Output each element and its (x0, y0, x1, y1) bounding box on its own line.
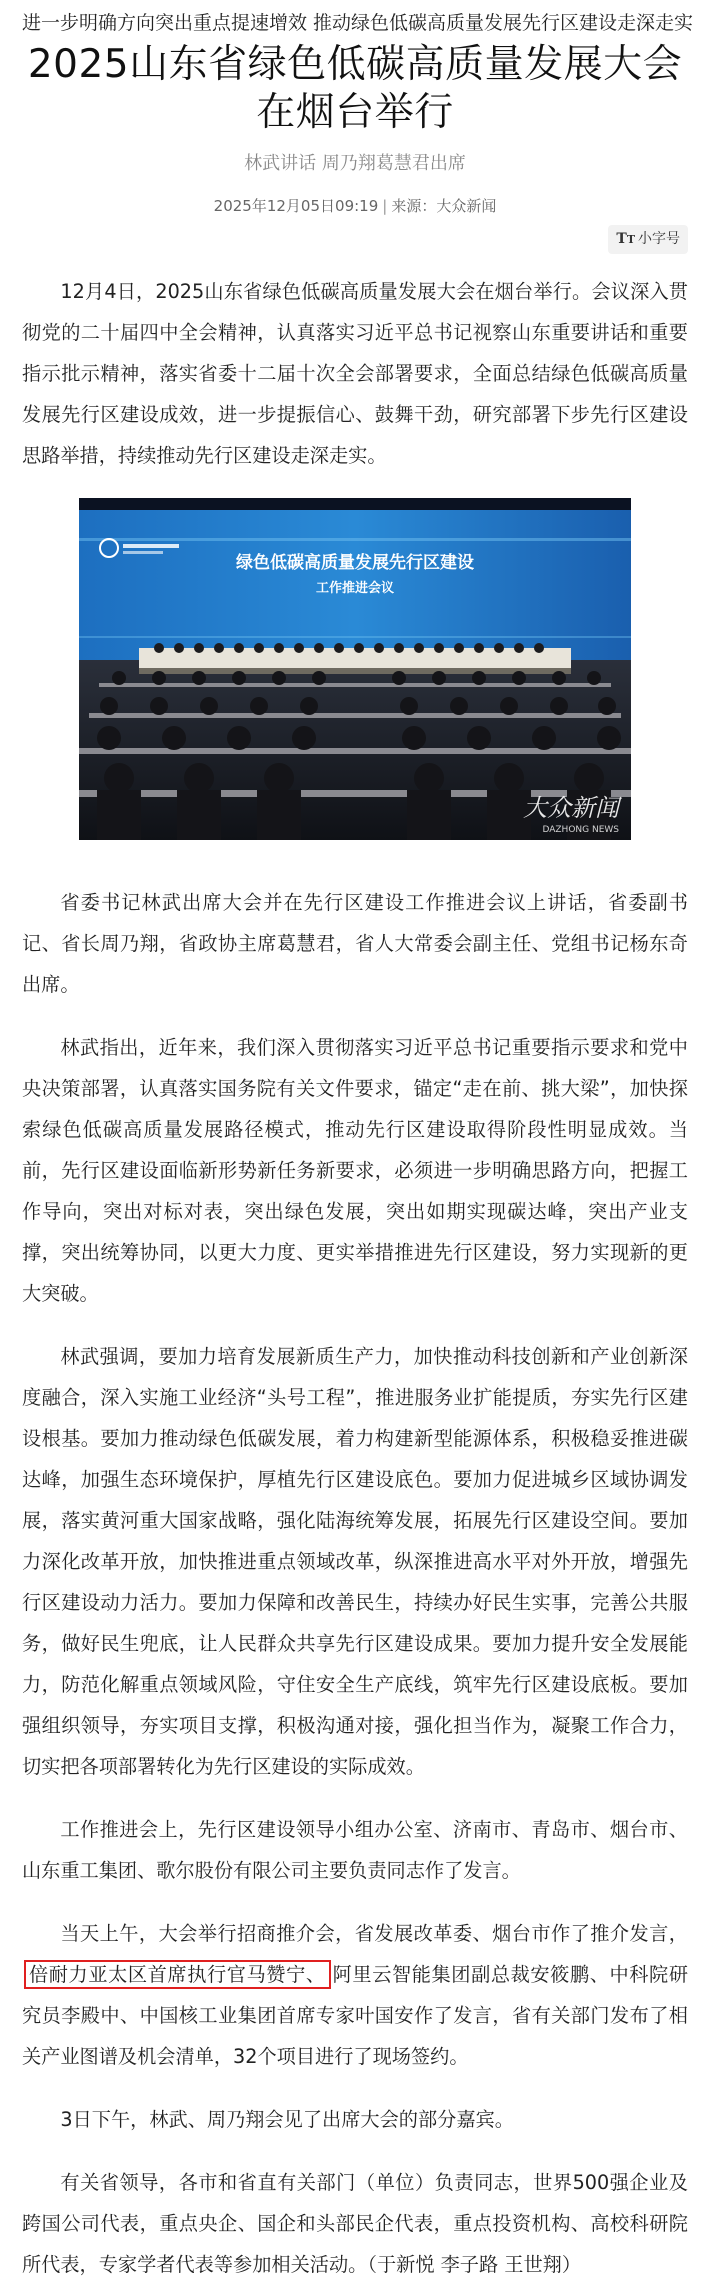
paragraph-1: 12月4日，2025山东省绿色低碳高质量发展大会在烟台举行。会议深入贯彻党的二十届四中全会精神，认真落实习近平总书记视察山东重要讲话和重要指示批示精神，落实省委十二届十次全会部署要求，全面总结绿色低碳高质量发展先行区建设成效，进一步提振信心、鼓舞干劲，研究部署下步先行区建设思路举措，持续推动先行区建设走深走实。 (22, 280, 688, 467)
meta-separator: | (382, 197, 388, 215)
paragraph-6-start: 当天上午，大会举行招商推介会，省发展改革委、烟台市作了推介发言， (60, 1922, 688, 1945)
paragraph-3: 林武指出，近年来，我们深入贯彻落实习近平总书记重要指示要求和党中央决策部署，认真落实国务院有关文件要求，锚定“走在前、挑大梁”，加快探索绿色低碳高质量发展路径模式，推动先行区建设取得阶段性明显成效。当前，先行区建设面临新形势新任务新要求，必须进一步明确思路方向，把握工作导向，突出对标对表，突出绿色发展，突出如期实现碳达峰，突出产业支撑，突出统筹协同，以更大力度、更实举措推进先行区建设，努力实现新的更大突破。 (22, 1036, 688, 1305)
paragraph-6-end: 阿里云智能集团副总裁安筱鹏、中科院研究员李殿中、中国核工业集团首席专家叶国安作了发言，省有关部门发布了相关产业图谱及机会清单，32个项目进行了现场签约。 (22, 1963, 689, 2068)
paragraph-2: 省委书记林武出席大会并在先行区建设工作推进会议上讲话，省委副书记、省长周乃翔，省政协主席葛慧君，省人大常委会副主任、党组书记杨东奇出席。 (22, 891, 688, 996)
paragraph-7: 3日下午，林武、周乃翔会见了出席大会的部分嘉宾。 (60, 2108, 514, 2131)
article-kicker: 进一步明确方向突出重点提速增效 推动绿色低碳高质量发展先行区建设走深走实 (22, 12, 694, 34)
paragraph-4: 林武强调，要加力培育发展新质生产力，加快推动科技创新和产业创新深度融合，深入实施工业经济“头号工程”，推进服务业扩能提质，夯实先行区建设根基。要加力推动绿色低碳发展，着力构建新型能源体系，积极稳妥推进碳达峰，加强生态环境保护，厚植先行区建设底色。要加力促进城乡区域协调发展，落实黄河重大国家战略，强化陆海统筹发展，拓展先行区建设空间。要加力深化改革开放，加快推进重点领域改革，纵深推进高水平对外开放，增强先行区建设动力活力。要加力保障和改善民生，持续办好民生实事，完善公共服务，做好民生兜底，让人民群众共享先行区建设成果。要加力提升安全发展能力，防范化解重点领域风险，守住安全生产底线，筑牢先行区建设底板。要加强组织领导，夯实项目支撑，积极沟通对接，强化担当作为，凝聚工作合力，切实把各项部署转化为先行区建设的实际成效。 (22, 1345, 688, 1778)
paragraph-6 (22, 1913, 688, 2077)
banner-title-line1: 绿色低碳高质量发展先行区建设 (236, 553, 474, 573)
font-toggle-row (22, 225, 688, 255)
article-figure (22, 498, 688, 844)
text-size-icon: TT (616, 231, 635, 247)
banner-title-line2: 工作推进会议 (315, 581, 395, 596)
highlighted-speaker: 倍耐力亚太区首席执行官马赞宁、 (24, 1960, 331, 1989)
article-body (22, 271, 688, 2285)
font-size-toggle-button[interactable] (608, 225, 688, 254)
paragraph-5: 工作推进会上，先行区建设领导小组办公室、济南市、青岛市、烟台市、山东重工集团、歌尔股份有限公司主要负责同志作了发言。 (22, 1818, 688, 1882)
article-meta (22, 195, 688, 217)
photo-watermark-sub: DAZHONG NEWS (542, 825, 619, 835)
font-size-toggle-label: 小字号 (638, 231, 680, 247)
article-title: 2025山东省绿色低碳高质量发展大会在烟台举行 (27, 42, 683, 135)
article-source: 来源：大众新闻 (391, 197, 497, 215)
paragraph-8: 有关省领导，各市和省直有关部门（单位）负责同志，世界500强企业及跨国公司代表，重点央企、国企和头部民企代表，重点投资机构、高校科研院所代表，专家学者代表等参加相关活动。（于新悦 李子路 王世翔） (22, 2171, 688, 2276)
publish-datetime: 2025年12月05日09:19 (213, 197, 379, 215)
photo-watermark: 大众新闻 (523, 794, 619, 822)
article-header (22, 10, 694, 217)
article-subtitle: 林武讲话 周乃翔葛慧君出席 (244, 153, 466, 174)
conference-photo (79, 498, 631, 840)
